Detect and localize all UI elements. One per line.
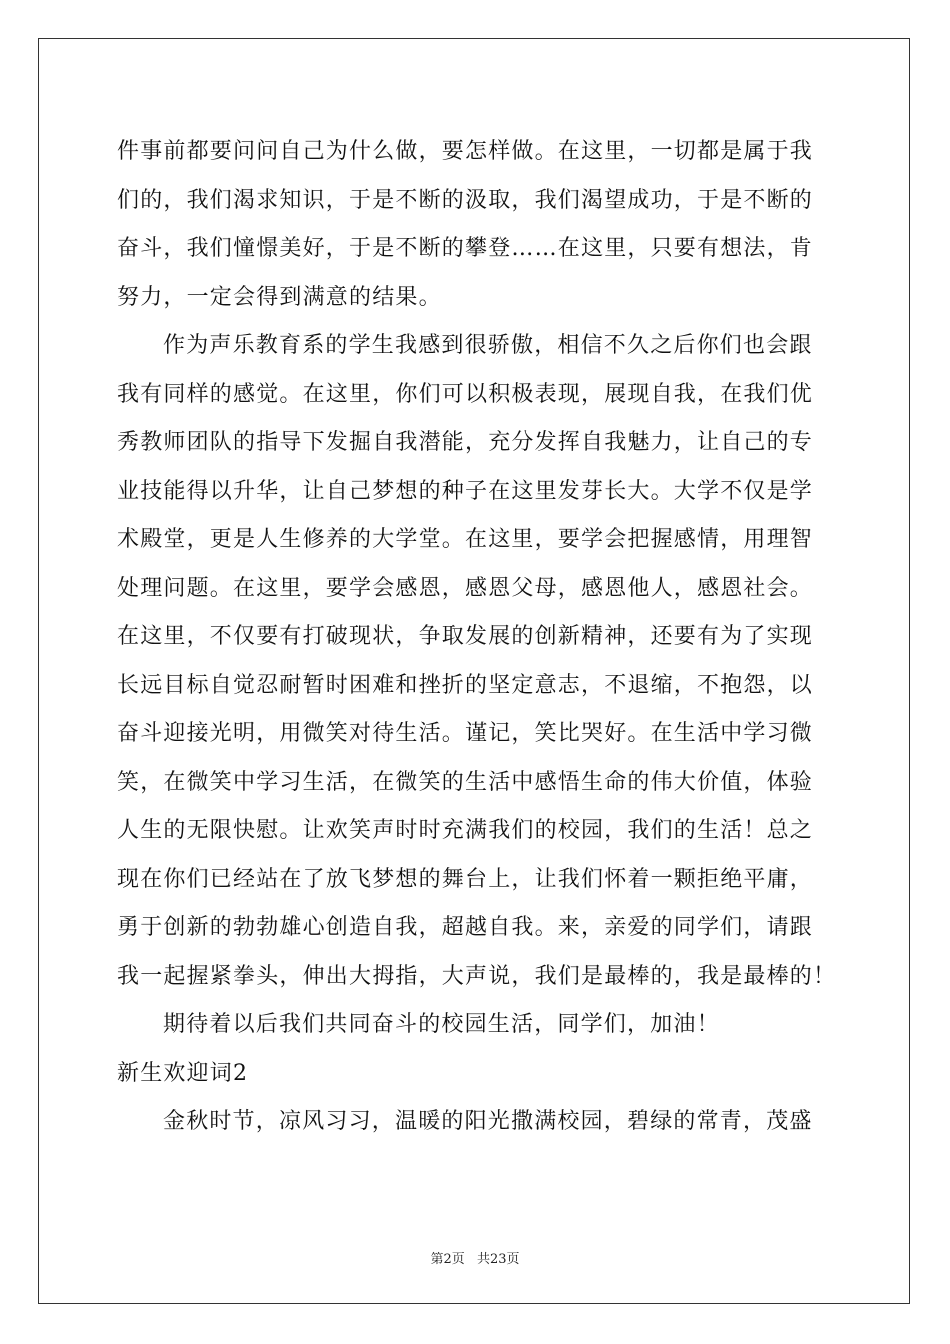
text-line: 努力，一定会得到满意的结果。 — [117, 284, 442, 310]
text-line: 长远目标自觉忍耐暂时困难和挫折的坚定意志，不退缩，不抱怨，以 — [117, 672, 814, 698]
text-line: 奋斗，我们憧憬美好，于是不断的攀登……在这里，只要有想法，肯 — [117, 236, 814, 261]
text-line: 人生的无限快慰。让欢笑声时时充满我们的校园，我们的生活！总之 — [117, 818, 814, 843]
text-line: 笑，在微笑中学习生活，在微笑的生活中感悟生命的伟大价值，体验 — [117, 769, 814, 795]
paragraph-start-line: 金秋时节，凉风习习，温暖的阳光撒满校园，碧绿的常青，茂盛 — [163, 1109, 813, 1134]
text-line: 奋斗迎接光明，用微笑对待生活。谨记，笑比哭好。在生活中学习微 — [117, 721, 814, 746]
text-line: 我一起握紧拳头，伸出大拇指，大声说，我们是最棒的，我是最棒的！ — [117, 963, 837, 989]
text-line: 在这里，不仅要有打破现状，争取发展的创新精神，还要有为了实现 — [117, 624, 814, 649]
text-line: 术殿堂，更是人生修养的大学堂。在这里，要学会把握感情，用理智 — [117, 527, 814, 552]
text-line: 们的，我们渴求知识，于是不断的汲取，我们渴望成功，于是不断的 — [117, 187, 814, 213]
text-line: 现在你们已经站在了放飞梦想的舞台上，让我们怀着一颗拒绝平庸， — [117, 866, 814, 892]
text-line: 勇于创新的勃勃雄心创造自我，超越自我。来，亲爱的同学们，请跟 — [117, 915, 814, 940]
total-pages: 共23页 — [476, 1252, 520, 1267]
section-heading: 新生欢迎词2 — [117, 1060, 249, 1086]
page-footer — [0, 1248, 950, 1267]
text-line: 业技能得以升华，让自己梦想的种子在这里发芽长大。大学不仅是学 — [117, 478, 814, 504]
paragraph-start-line: 作为声乐教育系的学生我感到很骄傲，相信不久之后你们也会跟 — [163, 333, 813, 358]
document-body — [117, 128, 837, 1147]
page-number: 第2页 — [430, 1252, 465, 1267]
text-line: 件事前都要问问自己为什么做，要怎样做。在这里，一切都是属于我 — [117, 139, 814, 164]
text-line: 处理问题。在这里，要学会感恩，感恩父母，感恩他人，感恩社会。 — [117, 575, 814, 601]
text-line: 秀教师团队的指导下发掘自我潜能，充分发挥自我魅力，让自己的专 — [117, 430, 814, 455]
text-line: 我有同样的感觉。在这里，你们可以积极表现，展现自我，在我们优 — [117, 381, 814, 407]
paragraph-start-line: 期待着以后我们共同奋斗的校园生活，同学们，加油！ — [163, 1012, 720, 1037]
